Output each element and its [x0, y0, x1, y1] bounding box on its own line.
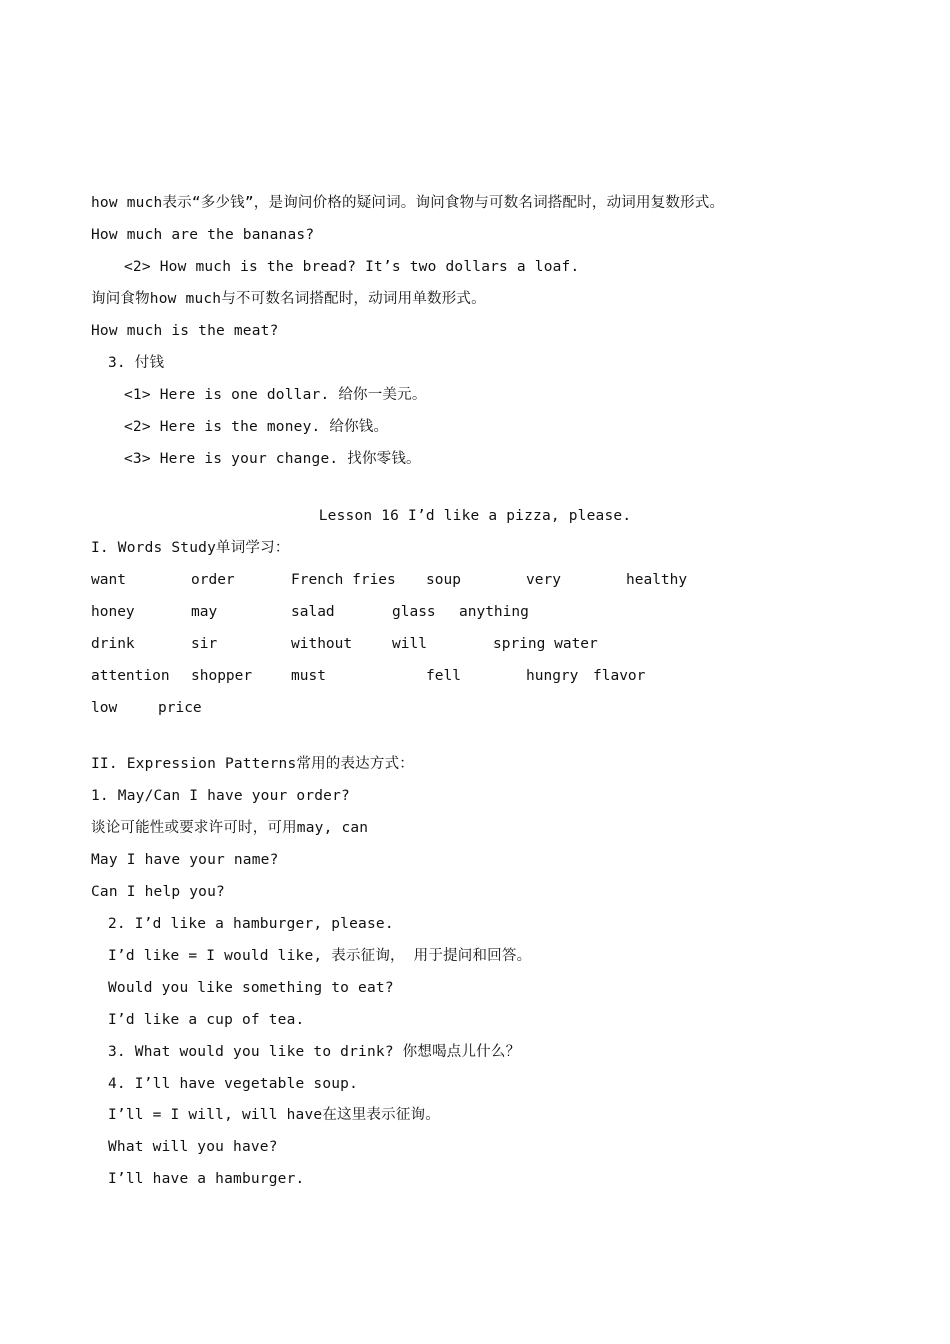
word-item: hungry: [526, 668, 579, 684]
word-item: salad: [291, 604, 335, 620]
expression-line: Would you like something to eat?: [108, 980, 394, 996]
expression-line: 1. May/Can I have your order?: [91, 788, 350, 804]
word-item: attention: [91, 668, 170, 684]
word-item: price: [158, 700, 202, 716]
word-item: soup: [426, 572, 461, 588]
word-item: fell: [426, 668, 461, 684]
example-bananas: How much are the bananas?: [91, 227, 315, 243]
expression-line: 谈论可能性或要求许可时，可用may, can: [91, 820, 369, 836]
example-bread: <2> How much is the bread? It’s two dollars a loaf.: [124, 259, 580, 275]
word-item: sir: [191, 636, 218, 652]
pay-example-3: <3> Here is your change. 找你零钱。: [124, 451, 421, 467]
word-item: low: [91, 700, 118, 716]
word-item: healthy: [626, 572, 688, 588]
word-item: very: [526, 572, 561, 588]
word-item: order: [191, 572, 235, 588]
word-item: will: [392, 636, 427, 652]
word-item: spring water: [493, 636, 598, 652]
word-item: drink: [91, 636, 135, 652]
pay-heading: 3. 付钱: [108, 355, 165, 371]
word-item: anything: [459, 604, 529, 620]
expression-line: 2. I’d like a hamburger, please.: [108, 916, 394, 932]
word-item: without: [291, 636, 353, 652]
word-item: shopper: [191, 668, 253, 684]
word-item: want: [91, 572, 126, 588]
pay-example-1: <1> Here is one dollar. 给你一美元。: [124, 387, 427, 403]
expression-line: I’ll = I will, will have在这里表示征询。: [108, 1107, 440, 1123]
word-item: may: [191, 604, 218, 620]
word-item: glass: [392, 604, 436, 620]
how-much-explanation: how much表示“多少钱”，是询问价格的疑问词。询问食物与可数名词搭配时，动词用复数形式。: [91, 195, 725, 211]
lesson-title: Lesson 16 I’d like a pizza, please.: [318, 508, 632, 524]
word-item: honey: [91, 604, 135, 620]
expression-line: 3. What would you like to drink? 你想喝点儿什么？: [108, 1044, 521, 1060]
expression-line: What will you have?: [108, 1139, 278, 1155]
expression-line: 4. I’ll have vegetable soup.: [108, 1076, 359, 1092]
word-item: French fries: [291, 572, 396, 588]
uncountable-explanation: 询问食物how much与不可数名词搭配时，动词用单数形式。: [91, 291, 486, 307]
words-study-heading: I. Words Study单词学习：: [91, 540, 290, 556]
expression-line: Can I help you?: [91, 884, 225, 900]
expression-line: I’ll have a hamburger.: [108, 1171, 305, 1187]
word-item: must: [291, 668, 326, 684]
expression-line: I’d like = I would like, 表示征询， 用于提问和回答。: [108, 948, 532, 964]
expression-patterns-heading: II. Expression Patterns常用的表达方式：: [91, 756, 414, 772]
expression-line: I’d like a cup of tea.: [108, 1012, 305, 1028]
expression-line: May I have your name?: [91, 852, 279, 868]
word-item: flavor: [593, 668, 646, 684]
example-meat: How much is the meat?: [91, 323, 279, 339]
pay-example-2: <2> Here is the money. 给你钱。: [124, 419, 389, 435]
